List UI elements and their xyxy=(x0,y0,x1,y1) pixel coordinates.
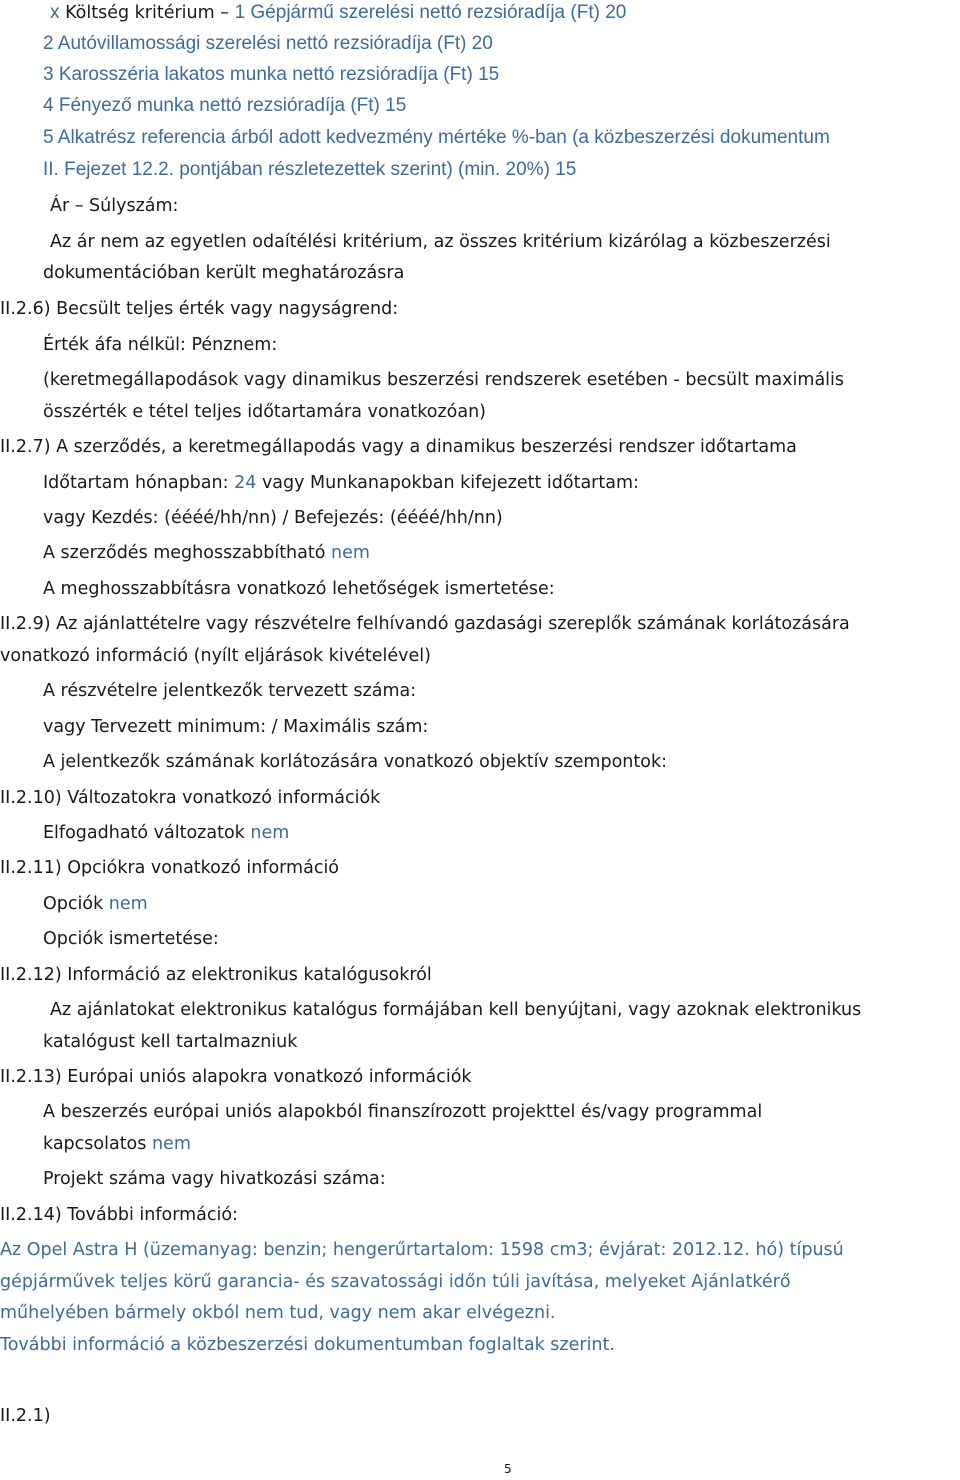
criterion-item-4: 4 Fényező munka nettó rezsióradíja (Ft) 15 xyxy=(43,95,407,116)
section-2211-heading: II.2.11) Opciókra vonatkozó információ xyxy=(0,858,340,878)
section-2210-heading: II.2.10) Változatokra vonatkozó információk xyxy=(0,788,381,808)
section-227-heading: II.2.7) A szerződés, a keretmegállapodás vagy a dinamikus beszerzési rendszer időtartama xyxy=(0,437,797,457)
criteria-note-line-2: dokumentációban került meghatározásra xyxy=(43,263,405,283)
section-229-heading-line-2: vonatkozó információ (nyílt eljárások kivételével) xyxy=(0,646,431,666)
price-weight-label: Ár – Súlyszám: xyxy=(50,196,179,216)
duration-label: Időtartam hónapban: xyxy=(43,473,229,493)
variants-label: Elfogadható változatok xyxy=(43,823,245,843)
value-label: Érték áfa nélkül: Pénznem: xyxy=(43,335,278,355)
additional-info-line-3: műhelyében bármely okból nem tud, vagy nem akar elvégezni. xyxy=(0,1303,556,1323)
duration-row xyxy=(43,472,639,494)
criterion-item-3: 3 Karosszéria lakatos munka nettó rezsióradíja (Ft) 15 xyxy=(43,64,500,85)
options-row xyxy=(43,893,148,915)
section-2213-heading: II.2.13) Európai uniós alapokra vonatkozó információk xyxy=(0,1067,472,1087)
additional-info-line-2: gépjárművek teljes körű garancia- és szavatossági időn túli javítása, melyeket Ajánlatkérő xyxy=(0,1272,791,1292)
criterion-item-6: II. Fejezet 12.2. pontjában részletezettek szerint) (min. 20%) 15 xyxy=(43,159,577,180)
value-note-line-1: (keretmegállapodások vagy dinamikus beszerzési rendszerek esetében - becsült maximális xyxy=(43,370,845,390)
catalogue-text-line-2: katalógust kell tartalmazniuk xyxy=(43,1032,298,1052)
minmax-label: vagy Tervezett minimum: / Maximális szám: xyxy=(43,717,429,737)
options-label: Opciók xyxy=(43,894,104,914)
criterion-title: Költség kritérium – xyxy=(65,3,229,23)
section-229-heading-line-1: II.2.9) Az ajánlattételre vagy részvételre felhívandó gazdasági szereplők számának korlátozására xyxy=(0,614,850,634)
page-number: 5 xyxy=(504,1462,512,1476)
duration-rest: vagy Munkanapokban kifejezett időtartam: xyxy=(261,473,639,493)
criterion-x-mark: x xyxy=(50,2,60,23)
additional-info-line-1: Az Opel Astra H (üzemanyag: benzin; hengerűrtartalom: 1598 cm3; évjárat: 2012.12. hó) típusú xyxy=(0,1240,844,1260)
criterion-item-2: 2 Autóvillamossági szerelési nettó rezsióradíja (Ft) 20 xyxy=(43,33,493,54)
project-number-label: Projekt száma vagy hivatkozási száma: xyxy=(43,1169,386,1189)
eu-funds-label: kapcsolatos xyxy=(43,1134,147,1154)
eu-funds-line-2 xyxy=(43,1133,191,1155)
limitation-criteria-label: A jelentkezők számának korlátozására vonatkozó objektív szempontok: xyxy=(43,752,667,772)
eu-funds-line-1: A beszerzés európai uniós alapokból finanszírozott projekttel és/vagy programmal xyxy=(43,1102,763,1122)
section-2214-heading: II.2.14) További információ: xyxy=(0,1205,238,1225)
extension-row xyxy=(43,542,370,564)
duration-value: 24 xyxy=(234,473,257,493)
criterion-item-5: 5 Alkatrész referencia árból adott kedvezmény mértéke %-ban (a közbeszerzési dokumentum xyxy=(43,127,830,148)
section-221-heading: II.2.1) xyxy=(0,1406,51,1426)
options-value: nem xyxy=(108,894,148,914)
section-226-heading: II.2.6) Becsült teljes érték vagy nagyságrend: xyxy=(0,299,399,319)
extension-label: A szerződés meghosszabbítható xyxy=(43,543,326,563)
extension-value: nem xyxy=(331,543,370,563)
options-description: Opciók ismertetése: xyxy=(43,929,219,949)
dates-label: vagy Kezdés: (éééé/hh/nn) / Befejezés: (éééé/hh/nn) xyxy=(43,508,503,528)
cost-criterion-title xyxy=(50,2,626,24)
extension-description: A meghosszabbításra vonatkozó lehetőségek ismertetése: xyxy=(43,579,555,599)
criterion-item-1: 1 Gépjármű szerelési nettó rezsióradíja (Ft) 20 xyxy=(234,2,627,23)
value-note-line-2: összérték e tétel teljes időtartamára vonatkozóan) xyxy=(43,402,487,422)
criteria-note-line-1: Az ár nem az egyetlen odaítélési kritérium, az összes kritérium kizárólag a közbeszerzési xyxy=(50,232,831,252)
eu-funds-value: nem xyxy=(151,1134,191,1154)
catalogue-text-line-1: Az ajánlatokat elektronikus katalógus formájában kell benyújtani, vagy azoknak elektronikus xyxy=(50,1000,862,1020)
section-2212-heading: II.2.12) Információ az elektronikus katalógusokról xyxy=(0,965,432,985)
applicants-label: A részvételre jelentkezők tervezett száma: xyxy=(43,681,417,701)
variants-row xyxy=(43,822,289,844)
additional-info-line-4: További információ a közbeszerzési dokumentumban foglaltak szerint. xyxy=(0,1335,615,1355)
variants-value: nem xyxy=(250,823,290,843)
